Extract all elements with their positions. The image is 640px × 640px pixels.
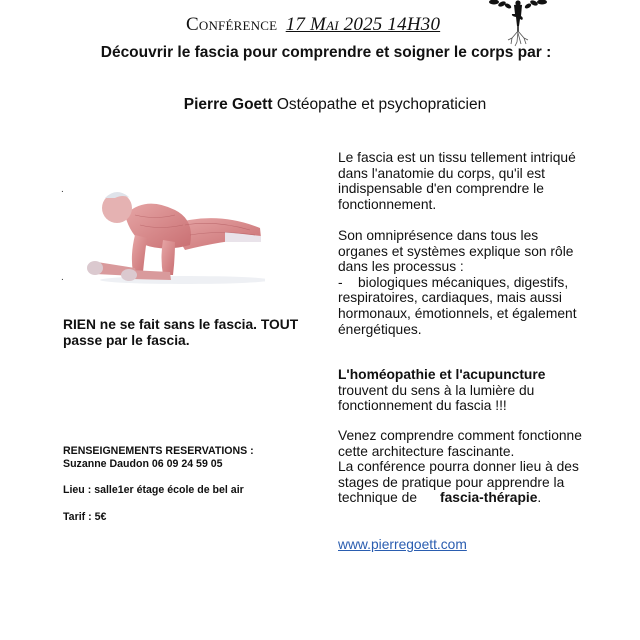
conference-date: 17 Mai 2025 14H30 (285, 14, 441, 35)
website-link[interactable]: www.pierregoett.com (338, 537, 467, 552)
processes-list (338, 275, 588, 337)
paragraph-invitation (338, 428, 588, 506)
price: Tarif : 5€ (63, 511, 107, 523)
invitation-text: Venez comprendre comment fonctionne cette architecture fascinante. (338, 428, 582, 459)
bullet-dot: . (61, 272, 64, 283)
paragraph-processes (338, 228, 588, 337)
tree-pose-yoga-icon (484, 0, 554, 48)
bullet-dot: . (61, 184, 64, 195)
tagline: RIEN ne se fait sans le fascia. TOUT passe par le fascia. (63, 317, 299, 348)
contact-phone: Suzanne Daudon 06 09 24 59 05 (63, 458, 223, 470)
processes-list-text: biologiques mécaniques, digestifs, respiratoires, cardiaques, mais aussi hormonaux, émotionnels, et également énergétiques. (338, 274, 577, 337)
conference-heading (186, 14, 440, 36)
processes-intro: Son omniprésence dans tous les organes et systèmes explique son rôle dans les processus : (338, 228, 574, 275)
venue: Lieu : salle1er étage école de bel air (63, 484, 244, 496)
subtitle: Découvrir le fascia pour comprendre et soigner le corps par : (100, 44, 552, 61)
fascia-therapie-bold: fascia-thérapie (440, 490, 538, 506)
paragraph-intro: Le fascia est un tissu tellement intriqué dans l'anatomie du corps, qu'il est indispensable d'en comprendre le fonctionnement. (338, 150, 576, 212)
conference-label: Conférence (186, 14, 278, 35)
author-title: Ostéopathe et psychopraticien (272, 96, 487, 113)
homeopathy-bold: L'homéopathie et l'acupuncture (338, 367, 546, 382)
homeopathy-rest: trouvent du sens à la lumière du fonctionnement du fascia !!! (338, 382, 535, 414)
reservations-block (63, 445, 254, 471)
stages-text (338, 459, 588, 506)
author-line (0, 96, 640, 114)
stages-text-plain: La conférence pourra donner lieu à des stages de pratique pour apprendre la technique de (338, 459, 579, 506)
anatomy-plank-figure-image (75, 180, 265, 290)
paragraph-homeopathy (338, 367, 588, 414)
list-dash: - (338, 274, 343, 290)
author-name: Pierre Goett (183, 96, 273, 113)
stages-period: . (537, 490, 542, 506)
reservations-label: RENSEIGNEMENTS RESERVATIONS : (63, 445, 254, 457)
